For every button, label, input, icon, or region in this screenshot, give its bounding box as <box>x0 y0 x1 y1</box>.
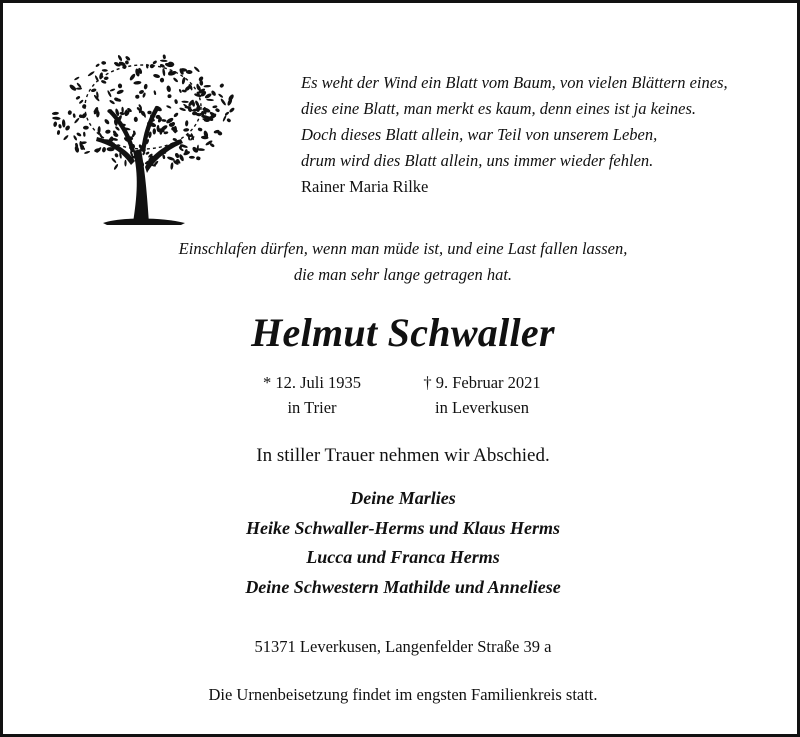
leaf <box>143 84 148 90</box>
leaf <box>185 120 189 126</box>
leaf <box>134 117 138 122</box>
birth-date: * 12. Juli 1935 <box>262 373 362 392</box>
leaf <box>224 111 229 116</box>
leaf <box>153 73 161 78</box>
leaf <box>109 99 116 105</box>
leaf <box>226 118 231 123</box>
leaf <box>173 77 179 83</box>
leaf <box>116 89 124 95</box>
leaf <box>229 107 236 113</box>
leaf <box>58 124 62 129</box>
leaf <box>153 128 157 134</box>
leaf <box>183 128 189 132</box>
leaf <box>79 99 84 104</box>
leaf <box>111 157 117 163</box>
leaf <box>73 135 78 141</box>
leaf <box>53 121 58 127</box>
mourner: Heike Schwaller-Herms und Klaus Herms <box>245 517 561 538</box>
leaf <box>83 132 86 137</box>
leaf <box>68 84 77 92</box>
leaf <box>95 63 100 68</box>
leaf <box>74 117 80 124</box>
quote <box>3 236 800 288</box>
leaf <box>83 126 89 130</box>
leaf <box>196 156 201 161</box>
burial-note: Die Urnenbeisetzung findet im engsten Familienkreis statt. <box>208 685 598 704</box>
quote-line: die man sehr lange getragen hat. <box>293 265 513 284</box>
leaf <box>156 115 161 119</box>
leaf <box>218 93 224 98</box>
leaf <box>99 72 104 80</box>
leaf <box>197 127 202 132</box>
leaf <box>63 134 69 140</box>
leaf <box>104 118 111 125</box>
leaf <box>104 76 109 80</box>
leaf <box>101 79 107 84</box>
leaf <box>124 160 126 167</box>
leaf <box>181 101 189 104</box>
leaf <box>113 163 119 170</box>
leaf <box>52 117 61 121</box>
leaf <box>204 85 212 88</box>
tree-icon <box>41 47 246 225</box>
leaf <box>76 132 82 137</box>
leaf <box>178 89 182 94</box>
address: 51371 Leverkusen, Langenfelder Straße 39 a <box>254 637 552 656</box>
leaf <box>181 77 186 85</box>
leaf <box>81 103 87 109</box>
leaf <box>114 153 119 158</box>
leaf <box>74 76 80 81</box>
leaf <box>62 119 66 127</box>
leaf <box>74 145 80 153</box>
leaf <box>87 71 95 77</box>
leaf <box>91 88 97 93</box>
leaf <box>147 111 152 115</box>
leaf <box>121 107 124 113</box>
leaf <box>153 90 156 95</box>
mourner: Deine Marlies <box>350 488 456 508</box>
leaf <box>109 88 115 92</box>
leaf <box>162 54 166 59</box>
poem-line: Es weht der Wind ein Blatt vom Baum, von vielen Blättern eines, <box>301 73 728 92</box>
death-place: in Leverkusen <box>435 398 529 417</box>
poem-line: Doch dieses Blatt allein, war Teil von unserem Leben, <box>301 125 658 144</box>
leaf <box>220 98 227 106</box>
leaf <box>135 94 140 98</box>
leaf <box>129 73 137 81</box>
leaf <box>166 85 172 92</box>
mourners-list <box>3 484 800 602</box>
leaf <box>168 70 177 76</box>
leaf <box>118 83 123 88</box>
leaf <box>84 150 91 154</box>
leaf <box>162 68 166 76</box>
birth-place: in Trier <box>287 398 337 417</box>
leaf <box>212 105 217 108</box>
mourner: Lucca und Franca Herms <box>306 547 500 567</box>
leaf <box>133 81 141 85</box>
leaf <box>145 151 150 155</box>
leaf <box>215 108 221 113</box>
death-date: † 9. Februar 2021 <box>423 373 541 392</box>
leaf <box>174 99 178 104</box>
leaf <box>117 54 123 61</box>
quote-line: Einschlafen dürfen, wenn man müde ist, und eine Last fallen lassen, <box>178 239 628 258</box>
leaf <box>193 66 200 73</box>
leaf <box>222 115 227 122</box>
deceased-name: Helmut Schwaller <box>251 310 555 355</box>
leaf <box>102 69 108 72</box>
leaf <box>102 147 107 153</box>
leaf <box>73 113 76 118</box>
farewell-text: In stiller Trauer nehmen wir Abschied. <box>256 445 550 466</box>
leaf <box>160 78 164 83</box>
leaf <box>68 110 72 115</box>
leaf <box>174 152 180 159</box>
leaf <box>210 90 216 97</box>
poem-line: dies eine Blatt, man merkt es kaum, denn eines ist ja keines. <box>301 99 696 118</box>
leaf <box>170 162 174 170</box>
leaf <box>173 112 179 118</box>
leaf <box>75 95 80 100</box>
poem-author: Rainer Maria Rilke <box>301 177 429 196</box>
poem-line: drum wird dies Blatt allein, uns immer wieder fehlen. <box>301 151 654 170</box>
leaf <box>206 99 214 102</box>
leaf <box>161 119 166 122</box>
leaf <box>64 125 71 132</box>
leaf <box>219 83 225 89</box>
leaf <box>189 156 195 159</box>
leaf <box>166 105 172 109</box>
poem <box>301 70 781 200</box>
leaf <box>57 130 61 135</box>
leaf <box>52 112 59 116</box>
leaf <box>114 126 120 132</box>
leaf <box>167 94 171 98</box>
leaf <box>125 55 131 61</box>
mourner: Deine Schwestern Mathilde und Anneliese <box>245 576 561 597</box>
leaf <box>160 59 168 62</box>
leaf <box>101 61 106 65</box>
leaf <box>105 129 111 134</box>
death-info <box>382 370 582 420</box>
